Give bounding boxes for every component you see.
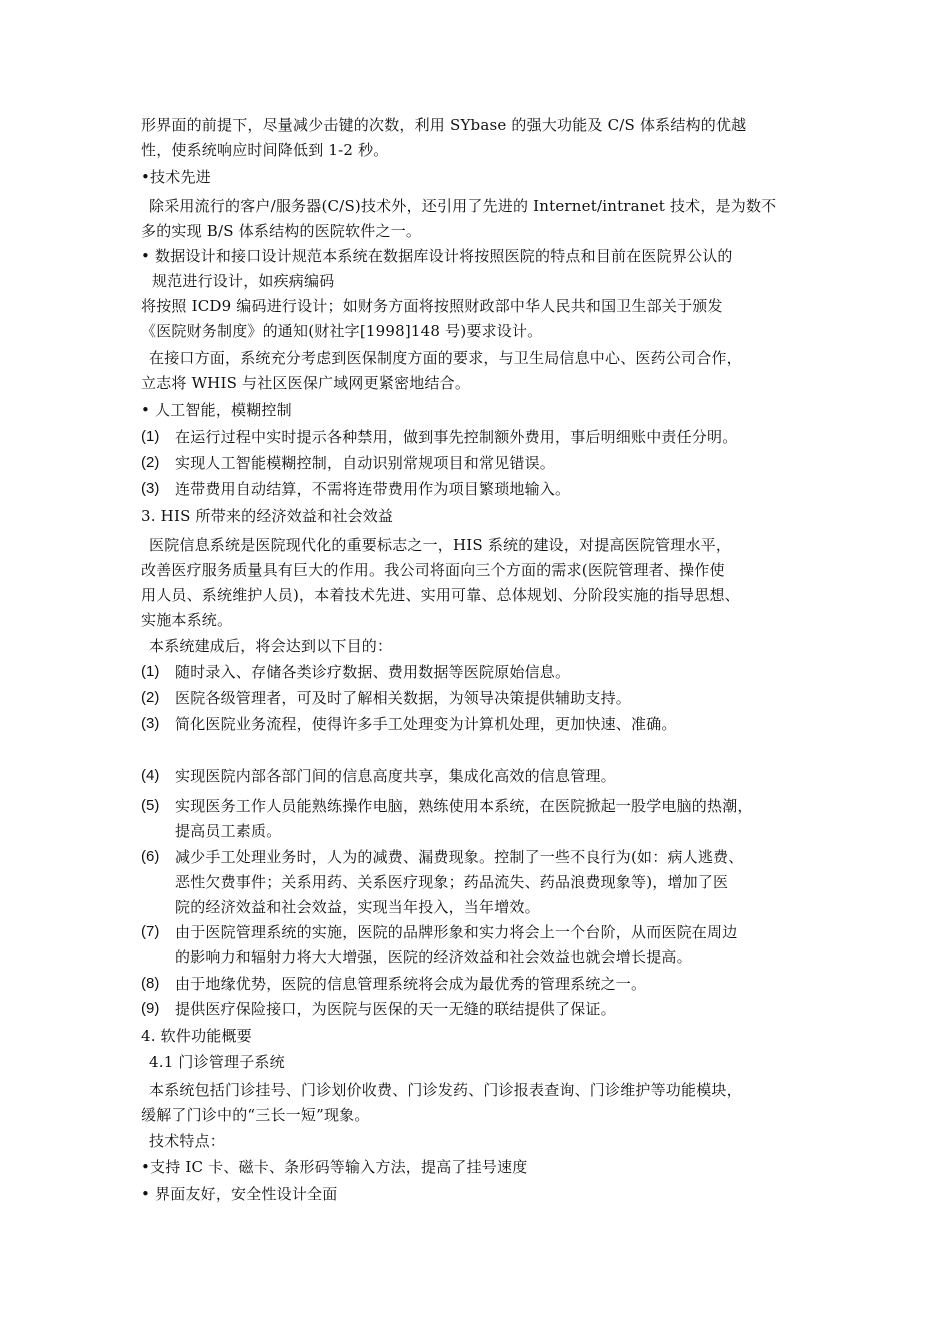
- list-number: (2): [141, 689, 160, 706]
- list-text-continued: 的影响力和辐射力将大大增强，医院的经济效益和社会效益也就会增长提高。: [175, 948, 692, 966]
- list-number: (4): [141, 767, 160, 784]
- list-text-continued: 院的经济效益和社会效益，实现当年投入，当年增效。: [175, 898, 540, 916]
- paragraph-line: 多的实现 B/S 体系结构的医院软件之一。: [141, 222, 422, 240]
- bullet-tech-advanced: •技术先进: [141, 168, 211, 186]
- list-text: 在运行过程中实时提示各种禁用，做到事先控制额外费用，事后明细账中责任分明。: [175, 428, 738, 446]
- paragraph-line: 实施本系统。: [141, 611, 233, 629]
- paragraph-line: 本系统建成后，将会达到以下目的：: [149, 637, 393, 655]
- list-text: 医院各级管理者，可及时了解相关数据，为领导决策提供辅助支持。: [175, 689, 632, 707]
- list-text-continued: 提高员工素质。: [175, 822, 282, 840]
- paragraph-line: 医院信息系统是医院现代化的重要标志之一，HIS 系统的建设，对提高医院管理水平，: [149, 536, 732, 554]
- list-text: 随时录入、存储各类诊疗数据、费用数据等医院原始信息。: [175, 663, 571, 681]
- paragraph-line: 改善医疗服务质量具有巨大的作用。我公司将面向三个方面的需求(医院管理者、操作使: [141, 561, 725, 579]
- paragraph-line: 规范进行设计，如疾病编码: [152, 272, 335, 290]
- bullet-item: •支持 IC 卡、磁卡、条形码等输入方法，提高了挂号速度: [141, 1158, 528, 1176]
- list-text-continued: 恶性欠费事件；关系用药、关系医疗现象；药品流失、药品浪费现象等)，增加了医: [175, 873, 729, 891]
- paragraph-line: 缓解了门诊中的“三长一短”现象。: [141, 1106, 370, 1124]
- paragraph-line: 技术特点：: [149, 1132, 226, 1150]
- paragraph-line: 将按照 ICD9 编码进行设计；如财务方面将按照财政部中华人民共和国卫生部关于颁发: [141, 297, 723, 315]
- list-number: (9): [141, 1000, 160, 1017]
- list-number: (1): [141, 428, 160, 445]
- section-heading: 4. 软件功能概要: [141, 1027, 252, 1045]
- list-text: 减少手工处理业务时，人为的减费、漏费现象。控制了一些不良行为(如：病人逃费、: [175, 848, 744, 866]
- list-text: 简化医院业务流程，使得许多手工处理变为计算机处理，更加快速、准确。: [175, 715, 677, 733]
- paragraph-line: 除采用流行的客户/服务器(C/S)技术外，还引用了先进的 Internet/intranet 技术，是为数不: [149, 197, 777, 215]
- list-number: (3): [141, 715, 160, 732]
- list-number: (7): [141, 923, 160, 940]
- paragraph-line: 用人员、系统维护人员)，本着技术先进、实用可靠、总体规划、分阶段实施的指导思想、: [141, 586, 740, 604]
- paragraph-line: 《医院财务制度》的通知(财社字[1998]148 号)要求设计。: [141, 322, 543, 340]
- list-text: 提供医疗保险接口，为医院与医保的天一无缝的联结提供了保证。: [175, 1000, 616, 1018]
- subsection-heading: 4.1 门诊管理子系统: [149, 1053, 285, 1071]
- section-heading: 3. HIS 所带来的经济效益和社会效益: [141, 507, 394, 525]
- list-text: 连带费用自动结算，不需将连带费用作为项目繁琐地输入。: [175, 480, 571, 498]
- list-text: 实现医务工作人员能熟练操作电脑，熟练使用本系统，在医院掀起一股学电脑的热潮，: [175, 797, 753, 815]
- list-number: (2): [141, 454, 160, 471]
- bullet-item: • 界面友好，安全性设计全面: [141, 1185, 338, 1203]
- list-text: 由于医院管理系统的实施，医院的品牌形象和实力将会上一个台阶，从而医院在周边: [175, 923, 738, 941]
- list-text: 由于地缘优势，医院的信息管理系统将会成为最优秀的管理系统之一。: [175, 975, 647, 993]
- list-number: (6): [141, 848, 160, 865]
- paragraph-line: 在接口方面，系统充分考虑到医保制度方面的要求，与卫生局信息中心、医药公司合作，: [149, 349, 742, 367]
- list-text: 实现人工智能模糊控制，自动识别常规项目和常见错误。: [175, 454, 556, 472]
- list-number: (3): [141, 480, 160, 497]
- list-number: (1): [141, 663, 160, 680]
- bullet-ai-control: • 人工智能，模糊控制: [141, 401, 292, 419]
- paragraph-line: 本系统包括门诊挂号、门诊划价收费、门诊发药、门诊报表查询、门诊维护等功能模块，: [149, 1081, 742, 1099]
- bullet-data-design: • 数据设计和接口设计规范本系统在数据库设计将按照医院的特点和目前在医院界公认的: [141, 247, 733, 265]
- list-number: (5): [141, 797, 160, 814]
- list-text: 实现医院内部各部门间的信息高度共享，集成化高效的信息管理。: [175, 767, 616, 785]
- paragraph-line: 形界面的前提下，尽量减少击键的次数，利用 SYbase 的强大功能及 C/S 体系结构的优越: [141, 116, 747, 134]
- list-number: (8): [141, 975, 160, 992]
- paragraph-line: 立志将 WHIS 与社区医保广域网更紧密地结合。: [141, 374, 471, 392]
- paragraph-line: 性，使系统响应时间降低到 1-2 秒。: [141, 141, 389, 159]
